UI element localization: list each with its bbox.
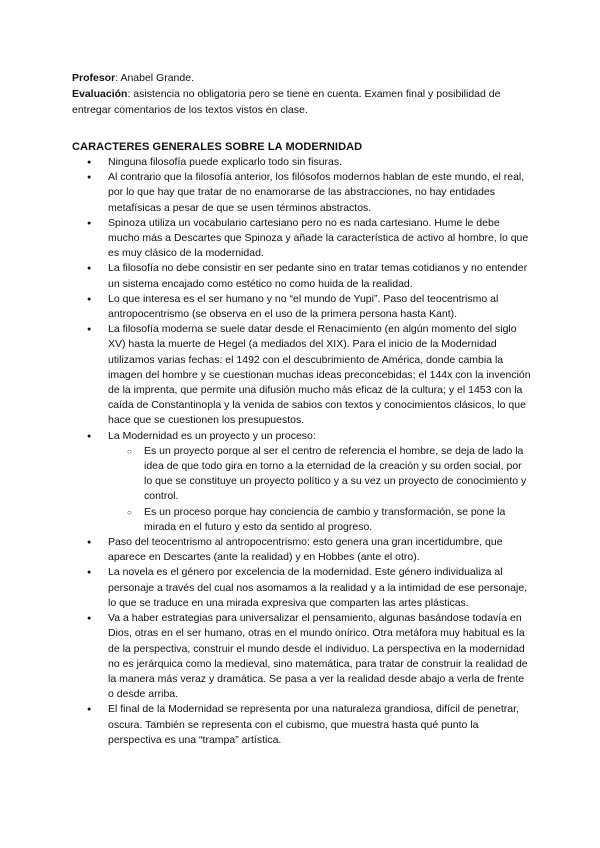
- list-item: ● El final de la Modernidad se representa por una naturaleza grandiosa, difícil de penetrar, oscura. También se representa con el cubismo, que muestra hasta qué punto la perspectiva es una “trampa” artística.: [72, 702, 532, 748]
- sub-list-item: ○ Es un proceso porque hay conciencia de cambio y transformación, se pone la mirada en el futuro y esto da sentido al progreso.: [108, 505, 532, 535]
- list-item: ● Ninguna filosofía puede explicarlo todo sin fisuras.: [72, 155, 532, 170]
- evaluacion-value: : asistencia no obligatoria pero se tiene en cuenta. Examen final y posibilidad de entregar comentarios de los textos vistos en clase.: [72, 88, 501, 116]
- list-item-text: La Modernidad es un proyecto y un proceso:: [108, 429, 316, 442]
- list-item-with-sublist: [72, 429, 532, 535]
- section-title: CARACTERES GENERALES SOBRE LA MODERNIDAD: [72, 141, 363, 153]
- list-item: ● Spinoza utiliza un vocabulario cartesiano pero no es nada cartesiano. Hume le debe mucho más a Descartes que Spinoza y añade la característica de activo al hombre, lo que es muy clásico de la modernidad.: [72, 216, 532, 262]
- evaluacion-line: [72, 86, 532, 118]
- evaluacion-label: Evaluación: [72, 88, 128, 100]
- list-item: ● Lo que interesa es el ser humano y no “el mundo de Yupi”. Paso del teocentrismo al antropocentrismo (se observa en el uso de la primera persona hasta Kant).: [72, 292, 532, 322]
- bullet-list: [72, 155, 532, 748]
- profesor-value: : Anabel Grande.: [115, 72, 194, 84]
- list-item: ● Va a haber estrategias para universalizar el pensamiento, algunas basándose todavía en Dios, otras en el ser humano, otras en el mundo onírico. Otra metáfora muy habitual es la de la perspectiva, construir el mundo desde el individuo. La perspectiva en la modernidad no es jerárquica como la medieval, sino matemática, para tratar de construir la realidad de la manera más veraz y dramática. Se pasa a ver la realidad desde abajo a verla de frente o desde arriba.: [72, 611, 532, 702]
- list-item: ● La filosofía moderna se suele datar desde el Renacimiento (en algún momento del siglo XV) hasta la muerte de Hegel (a mediados del XIX). Para el inicio de la Modernidad utilizamos varias fechas: el 1492 con el descubrimiento de América, donde cambia la imagen del hombre y se cuestionan muchas ideas preconcebidas; el 144x con la invención de la imprenta, que permite una difusión mucho más eficaz de la cultura; y el 1453 con la caída de Constantinopla y la venida de sabios con textos y conocimientos clásicos, lo que hace que se cuestionen los presupuestos.: [72, 322, 532, 428]
- profesor-line: [72, 70, 532, 86]
- list-item: ● La filosofía no debe consistir en ser pedante sino en tratar temas cotidianos y no entender un sistema encajado como estético no como huida de la realidad.: [72, 261, 532, 291]
- profesor-label: Profesor: [72, 72, 116, 84]
- sub-list-item: ○ Es un proyecto porque al ser el centro de referencia el hombre, se deja de lado la idea de que todo gira en torno a la eternidad de la creación y su orden social, por lo que se constituye un proyecto político y a su vez un proyecto de conocimiento y control.: [108, 444, 532, 505]
- list-item: ● Al contrario que la filosofía anterior, los filósofos modernos hablan de este mundo, el real, por lo que hay que tratar de no enamorarse de las abstracciones, no hay entidades metafísicas a pesar de que se usen términos abstractos.: [72, 170, 532, 216]
- list-item: ● Paso del teocentrismo al antropocentrismo: esto genera una gran incertidumbre, que aparece en Descartes (ante la realidad) y en Hobbes (ante el otro).: [72, 535, 532, 565]
- document-page: [72, 70, 532, 748]
- list-item: ● La novela es el género por excelencia de la modernidad. Este género individualiza al personaje a través del cual nos asomamos a la realidad y a la intimidad de ese personaje, lo que se traduce en una mirada expresiva que comparten las artes plásticas.: [72, 565, 532, 611]
- sub-bullet-list: [108, 444, 532, 535]
